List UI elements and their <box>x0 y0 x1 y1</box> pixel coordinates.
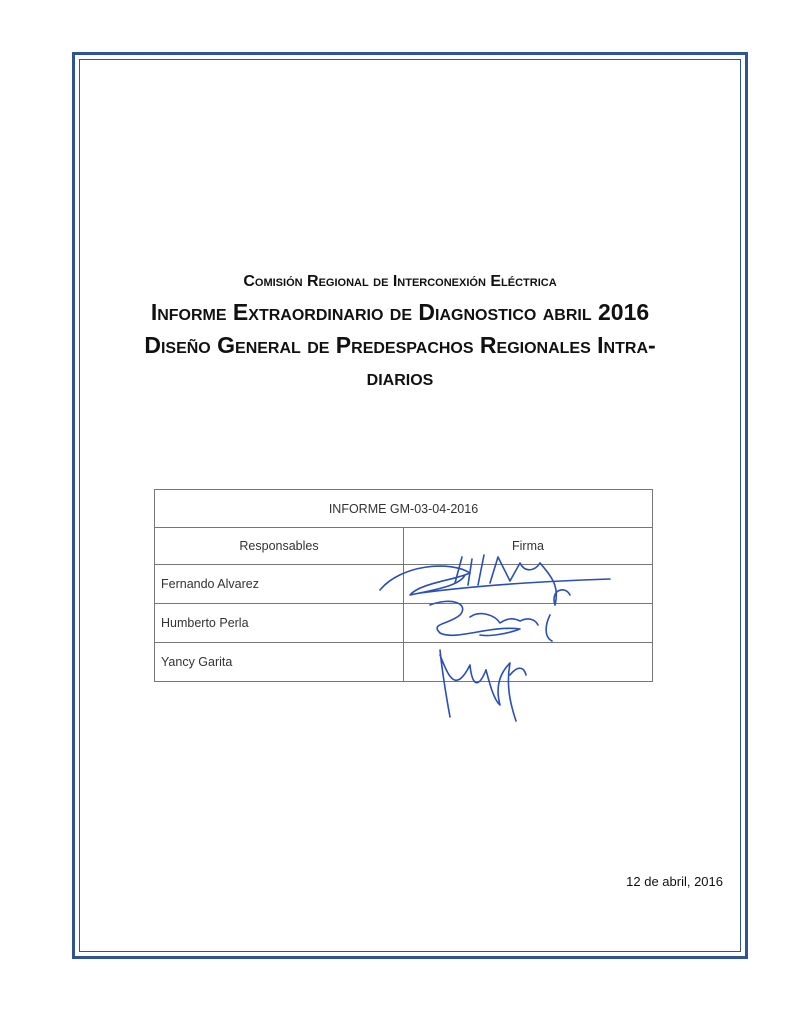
document-date: 12 de abril, 2016 <box>626 874 723 889</box>
responsables-header: Responsables <box>155 528 404 565</box>
organization-title: Comisión Regional de Interconexión Eléctrica <box>243 273 557 290</box>
signature-stroke <box>380 566 470 595</box>
title-block <box>80 268 720 392</box>
signature-stroke <box>470 614 538 625</box>
signature-stroke <box>510 668 526 675</box>
signature-stroke <box>546 615 552 641</box>
signature-stroke <box>540 563 570 605</box>
signature-stroke <box>486 663 516 721</box>
firma-header: Firma <box>404 528 653 565</box>
handwritten-signatures <box>360 545 620 725</box>
design-title-line2: diarios <box>366 364 434 390</box>
person-name: Yancy Garita <box>155 643 404 682</box>
signature-stroke <box>440 650 486 717</box>
signature-stroke <box>455 555 540 585</box>
signature-stroke <box>430 601 520 635</box>
table-header-row <box>155 490 653 528</box>
report-title: Informe Extraordinario de Diagnostico abril 2016 <box>150 299 650 325</box>
person-name: Humberto Perla <box>155 604 404 643</box>
report-id-cell: INFORME GM-03-04-2016 <box>155 490 653 528</box>
design-title-line1: Diseño General de Predespachos Regionales Intra- <box>144 332 656 358</box>
person-name: Fernando Alvarez <box>155 565 404 604</box>
